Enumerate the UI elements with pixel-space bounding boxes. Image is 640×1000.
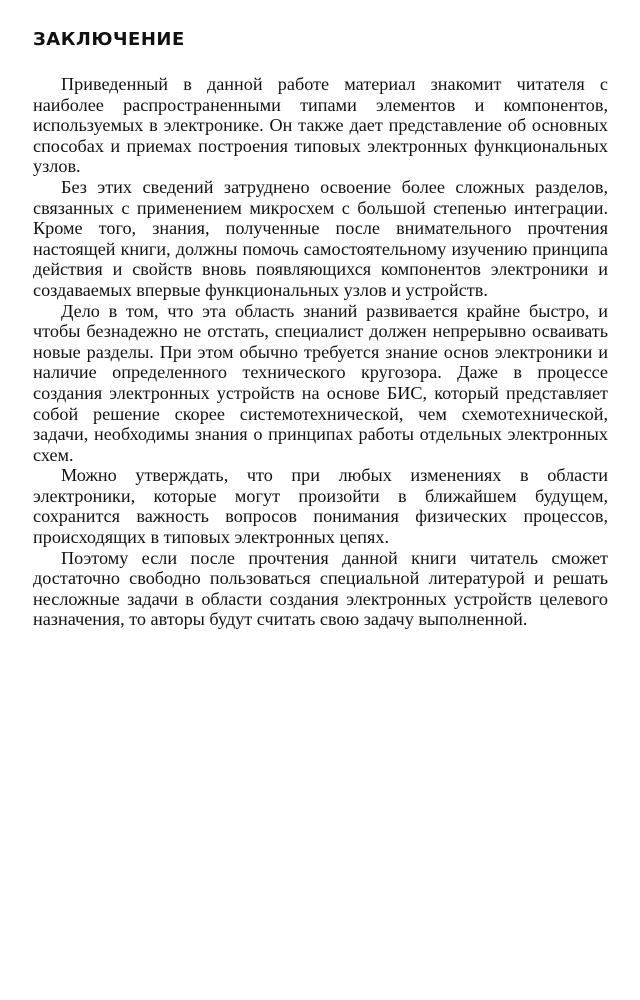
chapter-heading: ЗАКЛЮЧЕНИЕ xyxy=(33,29,185,50)
paragraph-5: Поэтому если после прочтения данной книги читатель сможет достаточно свободно пользоваться специальной литературой и решать несложные задачи в области создания электронных устройств целевого назначения, то авторы будут считать свою задачу выполненной. xyxy=(33,547,608,630)
paragraph-1: Приведенный в данной работе материал знакомит читателя с наиболее распространенными типами элементов и компонентов, используемых в электронике. Он также дает представление об основных способах и приемах построения типовых электронных функциональных узлов. xyxy=(33,74,608,177)
paragraph-2: Без этих сведений затруднено освоение более сложных разделов, связанных с применением микросхем с большой степенью интеграции. Кроме того, знания, полученные после внимательного прочтения настоящей книги, должны помочь самостоятельному изучению принципа действия и свойств вновь появляющихся компонентов электроники и создаваемых впервые функциональных узлов и устройств. xyxy=(33,176,608,300)
paragraph-4: Можно утверждать, что при любых изменениях в области электроники, которые могут произойти в ближайшем будущем, сохранится важность вопросов понимания физических процессов, происходящих в типовых электронных цепях. xyxy=(33,465,608,548)
document-page xyxy=(33,28,608,630)
paragraph-3: Дело в том, что эта область знаний развивается крайне быстро, и чтобы безнадежно не отстать, специалист должен непрерывно осваивать новые разделы. При этом обычно требуется знание основ электроники и наличие определенного технического кругозора. Даже в процессе создания электронных устройств на основе БИС, который представляет собой решение скорее системотехнической, чем схемотехнической, задачи, необходимы знания о принципах работы отдельных электронных схем. xyxy=(33,300,608,465)
